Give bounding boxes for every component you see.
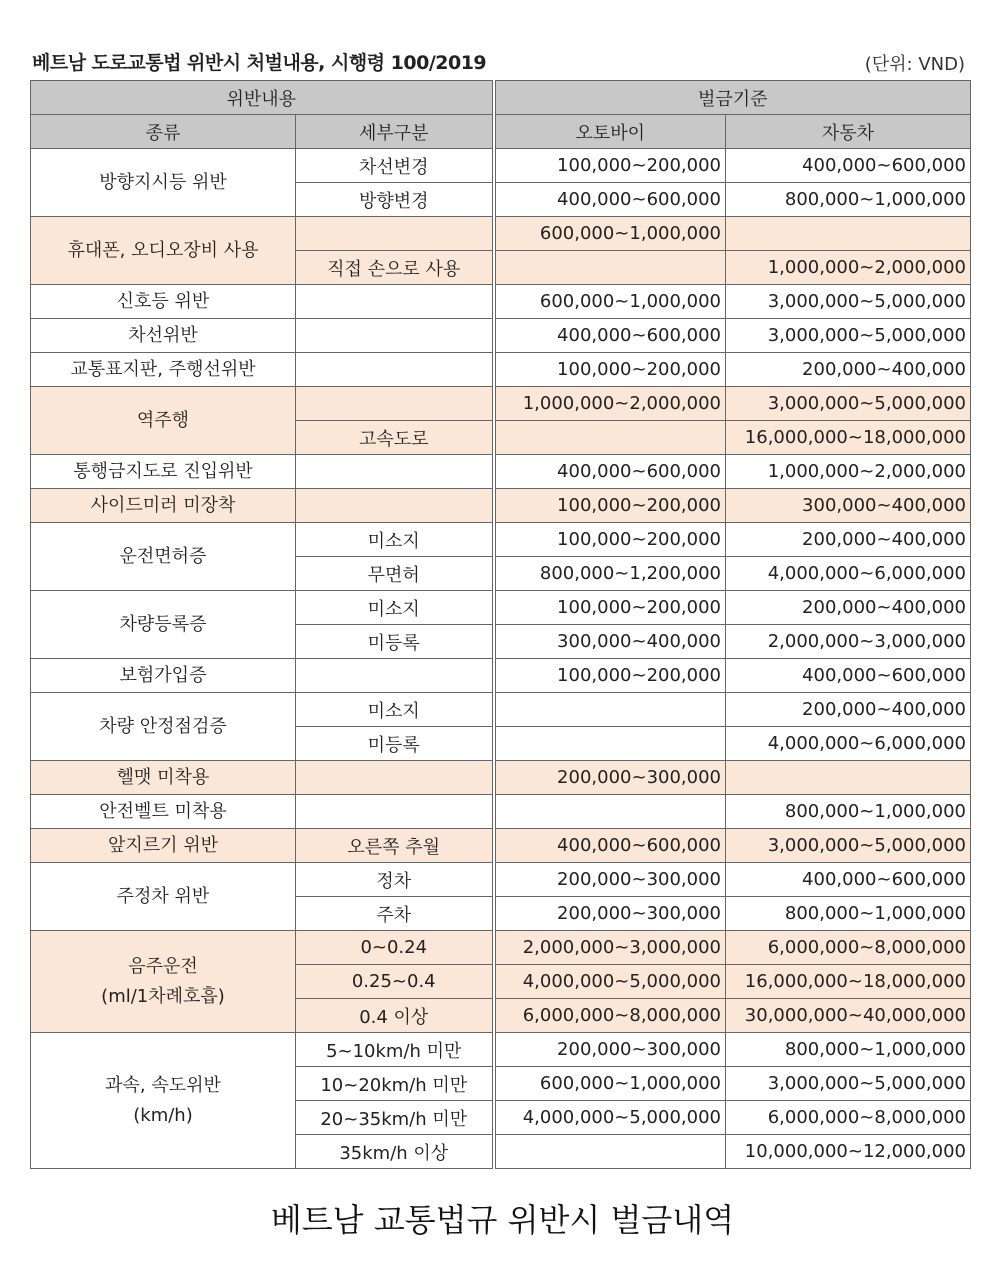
cell-motorbike: 100,000~200,000 (494, 591, 726, 625)
cell-type (31, 455, 296, 489)
table-row (31, 795, 971, 829)
table-row (31, 523, 971, 557)
cell-car: 30,000,000~40,000,000 (726, 999, 971, 1033)
cell-motorbike: 400,000~600,000 (494, 455, 726, 489)
type-label: 휴대폰, 오디오장비 사용 (67, 239, 259, 261)
cell-motorbike: 100,000~200,000 (494, 353, 726, 387)
cell-car: 2,000,000~3,000,000 (726, 625, 971, 659)
cell-motorbike: 400,000~600,000 (494, 183, 726, 217)
type-label: 보험가입증 (119, 664, 207, 686)
cell-type (31, 523, 296, 591)
cell-detail: 20~35km/h 미만 (296, 1101, 494, 1135)
cell-car: 3,000,000~5,000,000 (726, 285, 971, 319)
cell-type (31, 931, 296, 1033)
type-label: 음주운전 (128, 955, 198, 977)
cell-detail: 0.4 이상 (296, 999, 494, 1033)
cell-type (31, 863, 296, 931)
cell-car: 300,000~400,000 (726, 489, 971, 523)
type-label: 헬맷 미착용 (116, 766, 210, 788)
header-fine: 벌금기준 (494, 81, 971, 115)
cell-motorbike: 100,000~200,000 (494, 659, 726, 693)
cell-motorbike: 200,000~300,000 (494, 863, 726, 897)
cell-type (31, 217, 296, 285)
table-row (31, 659, 971, 693)
cell-type (31, 693, 296, 761)
cell-detail: 10~20km/h 미만 (296, 1067, 494, 1101)
cell-motorbike: 100,000~200,000 (494, 523, 726, 557)
cell-detail: 5~10km/h 미만 (296, 1033, 494, 1067)
cell-motorbike (494, 795, 726, 829)
cell-motorbike: 4,000,000~5,000,000 (494, 1101, 726, 1135)
table-row (31, 217, 971, 251)
cell-car: 4,000,000~6,000,000 (726, 557, 971, 591)
cell-type (31, 795, 296, 829)
cell-motorbike: 600,000~1,000,000 (494, 285, 726, 319)
cell-car: 400,000~600,000 (726, 863, 971, 897)
type-label: 과속, 속도위반 (105, 1074, 221, 1096)
cell-motorbike (494, 727, 726, 761)
cell-type (31, 659, 296, 693)
cell-car: 4,000,000~6,000,000 (726, 727, 971, 761)
type-sub-label: (km/h) (133, 1104, 193, 1126)
cell-detail: 미소지 (296, 591, 494, 625)
table-row (31, 863, 971, 897)
cell-type (31, 319, 296, 353)
cell-motorbike: 800,000~1,200,000 (494, 557, 726, 591)
table-row (31, 1033, 971, 1067)
image-caption: 베트남 교통법규 위반시 벌금내역 (270, 1201, 735, 1239)
fine-table (30, 80, 971, 1169)
cell-detail: 미소지 (296, 693, 494, 727)
cell-motorbike: 300,000~400,000 (494, 625, 726, 659)
cell-type (31, 149, 296, 217)
cell-car: 200,000~400,000 (726, 693, 971, 727)
cell-type (31, 829, 296, 863)
cell-detail: 주차 (296, 897, 494, 931)
type-label: 신호등 위반 (116, 290, 210, 312)
table-row (31, 489, 971, 523)
cell-detail: 미소지 (296, 523, 494, 557)
cell-car: 16,000,000~18,000,000 (726, 421, 971, 455)
type-sub-label: (ml/1차례호흡) (101, 985, 225, 1007)
cell-detail (296, 285, 494, 319)
cell-detail (296, 319, 494, 353)
header-type: 종류 (31, 115, 296, 149)
cell-detail: 35km/h 이상 (296, 1135, 494, 1169)
cell-car: 400,000~600,000 (726, 659, 971, 693)
type-label: 차량 안정점검증 (99, 715, 227, 737)
cell-car (726, 217, 971, 251)
type-label: 역주행 (136, 409, 190, 431)
cell-car (726, 761, 971, 795)
cell-car: 6,000,000~8,000,000 (726, 931, 971, 965)
cell-detail: 고속도로 (296, 421, 494, 455)
cell-detail: 미등록 (296, 727, 494, 761)
cell-car: 3,000,000~5,000,000 (726, 1067, 971, 1101)
cell-detail (296, 761, 494, 795)
cell-motorbike: 100,000~200,000 (494, 149, 726, 183)
table-title: 베트남 도로교통법 위반시 처벌내용, 시행령 100/2019 (32, 52, 487, 74)
type-label: 방향지시등 위반 (99, 171, 227, 193)
cell-car: 200,000~400,000 (726, 353, 971, 387)
table-row (31, 829, 971, 863)
cell-type (31, 285, 296, 319)
cell-car: 800,000~1,000,000 (726, 1033, 971, 1067)
cell-detail (296, 353, 494, 387)
table-row (31, 319, 971, 353)
cell-detail (296, 217, 494, 251)
type-label: 차량등록증 (119, 613, 207, 635)
cell-car: 16,000,000~18,000,000 (726, 965, 971, 999)
type-label: 교통표지판, 주행선위반 (70, 358, 256, 380)
cell-type (31, 387, 296, 455)
cell-car: 200,000~400,000 (726, 591, 971, 625)
cell-detail: 오른쪽 추월 (296, 829, 494, 863)
table-row (31, 387, 971, 421)
cell-detail: 차선변경 (296, 149, 494, 183)
cell-type (31, 761, 296, 795)
cell-car: 800,000~1,000,000 (726, 183, 971, 217)
type-label: 차선위반 (128, 324, 198, 346)
cell-car: 800,000~1,000,000 (726, 795, 971, 829)
table-row (31, 353, 971, 387)
cell-type (31, 489, 296, 523)
type-label: 앞지르기 위반 (107, 834, 219, 856)
cell-motorbike: 400,000~600,000 (494, 319, 726, 353)
cell-detail: 직접 손으로 사용 (296, 251, 494, 285)
cell-detail (296, 455, 494, 489)
cell-car: 200,000~400,000 (726, 523, 971, 557)
cell-motorbike: 600,000~1,000,000 (494, 217, 726, 251)
table-row (31, 591, 971, 625)
cell-detail (296, 659, 494, 693)
cell-car: 3,000,000~5,000,000 (726, 829, 971, 863)
cell-motorbike: 2,000,000~3,000,000 (494, 931, 726, 965)
cell-detail: 정차 (296, 863, 494, 897)
cell-motorbike: 4,000,000~5,000,000 (494, 965, 726, 999)
cell-detail (296, 489, 494, 523)
cell-motorbike: 400,000~600,000 (494, 829, 726, 863)
cell-car: 1,000,000~2,000,000 (726, 455, 971, 489)
cell-motorbike: 100,000~200,000 (494, 489, 726, 523)
unit-label: (단위: VND) (864, 54, 965, 75)
cell-type (31, 1033, 296, 1169)
header-motorbike: 오토바이 (494, 115, 726, 149)
cell-type (31, 353, 296, 387)
cell-motorbike: 600,000~1,000,000 (494, 1067, 726, 1101)
table-row (31, 693, 971, 727)
header-violation: 위반내용 (31, 81, 494, 115)
cell-detail: 0.25~0.4 (296, 965, 494, 999)
cell-car: 400,000~600,000 (726, 149, 971, 183)
cell-detail: 미등록 (296, 625, 494, 659)
cell-car: 3,000,000~5,000,000 (726, 387, 971, 421)
type-label: 안전벨트 미착용 (99, 800, 227, 822)
type-label: 통행금지도로 진입위반 (73, 460, 253, 482)
cell-motorbike: 200,000~300,000 (494, 761, 726, 795)
cell-motorbike (494, 1135, 726, 1169)
cell-detail: 0~0.24 (296, 931, 494, 965)
type-label: 운전면허증 (119, 545, 207, 567)
cell-motorbike: 1,000,000~2,000,000 (494, 387, 726, 421)
cell-detail: 무면허 (296, 557, 494, 591)
cell-motorbike: 6,000,000~8,000,000 (494, 999, 726, 1033)
header-car: 자동차 (726, 115, 971, 149)
table-row (31, 931, 971, 965)
table-row (31, 285, 971, 319)
cell-motorbike: 200,000~300,000 (494, 897, 726, 931)
type-label: 주정차 위반 (116, 885, 210, 907)
cell-car: 800,000~1,000,000 (726, 897, 971, 931)
cell-car: 3,000,000~5,000,000 (726, 319, 971, 353)
type-label: 사이드미러 미장착 (90, 494, 236, 516)
cell-car: 1,000,000~2,000,000 (726, 251, 971, 285)
cell-motorbike (494, 421, 726, 455)
cell-motorbike (494, 251, 726, 285)
cell-motorbike (494, 693, 726, 727)
table-row (31, 149, 971, 183)
table-row (31, 455, 971, 489)
cell-motorbike: 200,000~300,000 (494, 1033, 726, 1067)
cell-detail (296, 795, 494, 829)
cell-type (31, 591, 296, 659)
cell-car: 6,000,000~8,000,000 (726, 1101, 971, 1135)
cell-car: 10,000,000~12,000,000 (726, 1135, 971, 1169)
table-row (31, 761, 971, 795)
cell-detail: 방향변경 (296, 183, 494, 217)
cell-detail (296, 387, 494, 421)
header-detail: 세부구분 (296, 115, 494, 149)
